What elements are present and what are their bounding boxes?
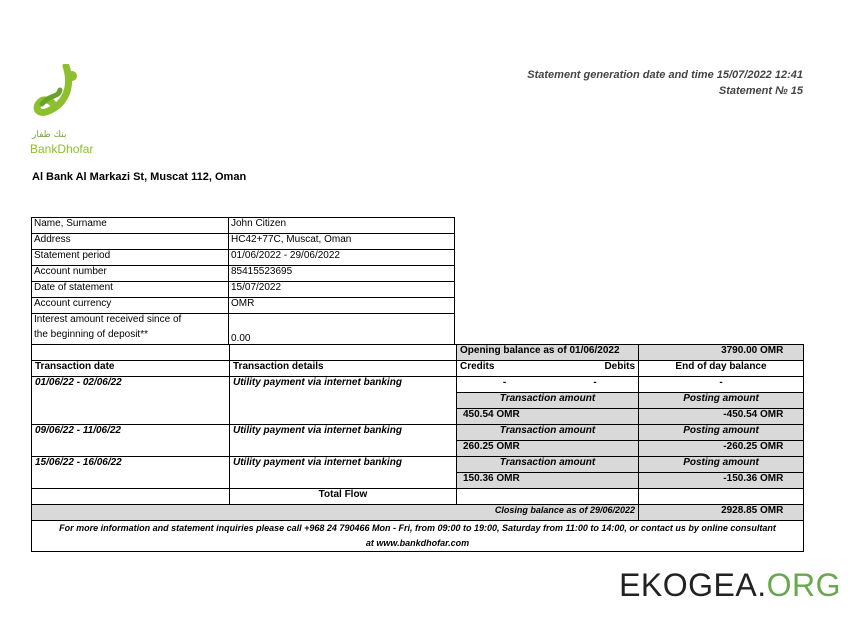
closing-row [32,505,804,521]
closing-value: 2928.85 OMR [639,505,804,521]
tx-details: Utility payment via internet banking [230,425,457,457]
info-row [32,329,455,345]
header-row [32,361,804,377]
tx-posting-label: Posting amount [639,425,804,441]
info-value: 01/06/2022 - 29/06/2022 [229,250,455,266]
tx-posting-label: Posting amount [639,393,804,409]
info-value: OMR [229,298,455,314]
footer-link[interactable]: at www.bankdhofar.com [365,538,470,548]
info-value: 0.00 [229,329,455,345]
info-label: Name, Surname [32,218,229,234]
opening-value: 3790.00 OMR [639,345,804,361]
info-value [229,314,455,330]
info-row [32,266,455,282]
header-date: Transaction date [32,361,230,377]
tx-amount: 450.54 OMR [457,409,639,425]
customer-info-table [31,217,455,345]
transactions-table [31,344,804,552]
info-value: 15/07/2022 [229,282,455,298]
table-row [32,425,804,441]
footer-row [32,521,804,552]
watermark-main: EKOGEA. [619,567,767,603]
total-flow-row [32,489,804,505]
opening-row [32,345,804,361]
tx-debit: - [552,377,638,393]
info-label: Account number [32,266,229,282]
tx-posting: -150.36 OMR [639,473,804,489]
watermark-suffix: ORG [766,567,841,603]
header-details: Transaction details [230,361,457,377]
info-row [32,218,455,234]
header-balance: End of day balance [639,361,804,377]
statement-number: Statement № 15 [718,85,803,97]
info-row [32,250,455,266]
footer-note [32,521,804,552]
tx-details: Utility payment via internet banking [230,457,457,489]
info-label: Account currency [32,298,229,314]
info-value: HC42+77C, Muscat, Oman [229,234,455,250]
info-row [32,234,455,250]
info-value: 85415523695 [229,266,455,282]
tx-date: 09/06/22 - 11/06/22 [32,425,230,457]
info-row [32,298,455,314]
tx-amount: 150.36 OMR [457,473,639,489]
info-label: Statement period [32,250,229,266]
tx-eod: - [639,377,804,393]
opening-label: Opening balance as of 01/06/2022 [457,345,639,361]
tx-credit: - [457,377,553,393]
info-label: the beginning of deposit** [32,329,229,345]
header-debits: Debits [552,361,638,377]
statement-meta [527,67,803,99]
info-label: Address [32,234,229,250]
bank-address: Al Bank Al Markazi St, Muscat 112, Oman [32,171,247,183]
info-row [32,282,455,298]
table-row [32,377,804,393]
total-flow-label: Total Flow [230,489,457,505]
tx-details: Utility payment via internet banking [230,377,457,425]
generation-datetime: Statement generation date and time 15/07/2022 12:41 [527,69,803,81]
bank-name-arabic: بنك ظفار [32,130,67,140]
tx-amount: 260.25 OMR [457,441,639,457]
tx-date: 01/06/22 - 02/06/22 [32,377,230,425]
info-label: Interest amount received since of [32,314,229,330]
tx-posting: -450.54 OMR [639,409,804,425]
closing-label: Closing balance as of 29/06/2022 [32,505,639,521]
tx-amount-label: Transaction amount [457,425,639,441]
watermark [619,567,841,604]
info-value: John Citizen [229,218,455,234]
info-row [32,314,455,330]
header-credits: Credits [457,361,553,377]
tx-date: 15/06/22 - 16/06/22 [32,457,230,489]
bank-name: BankDhofar [30,142,94,156]
info-label: Date of statement [32,282,229,298]
tx-amount-label: Transaction amount [457,393,639,409]
tx-posting-label: Posting amount [639,457,804,473]
footer-line: For more information and statement inquiries please call +968 24 790466 Mon - Fri, from 09:00 to 19:00, Saturday from 11:00 to 14:00, or contact us by online consultant [59,523,776,533]
tx-posting: -260.25 OMR [639,441,804,457]
table-row [32,457,804,473]
tx-amount-label: Transaction amount [457,457,639,473]
